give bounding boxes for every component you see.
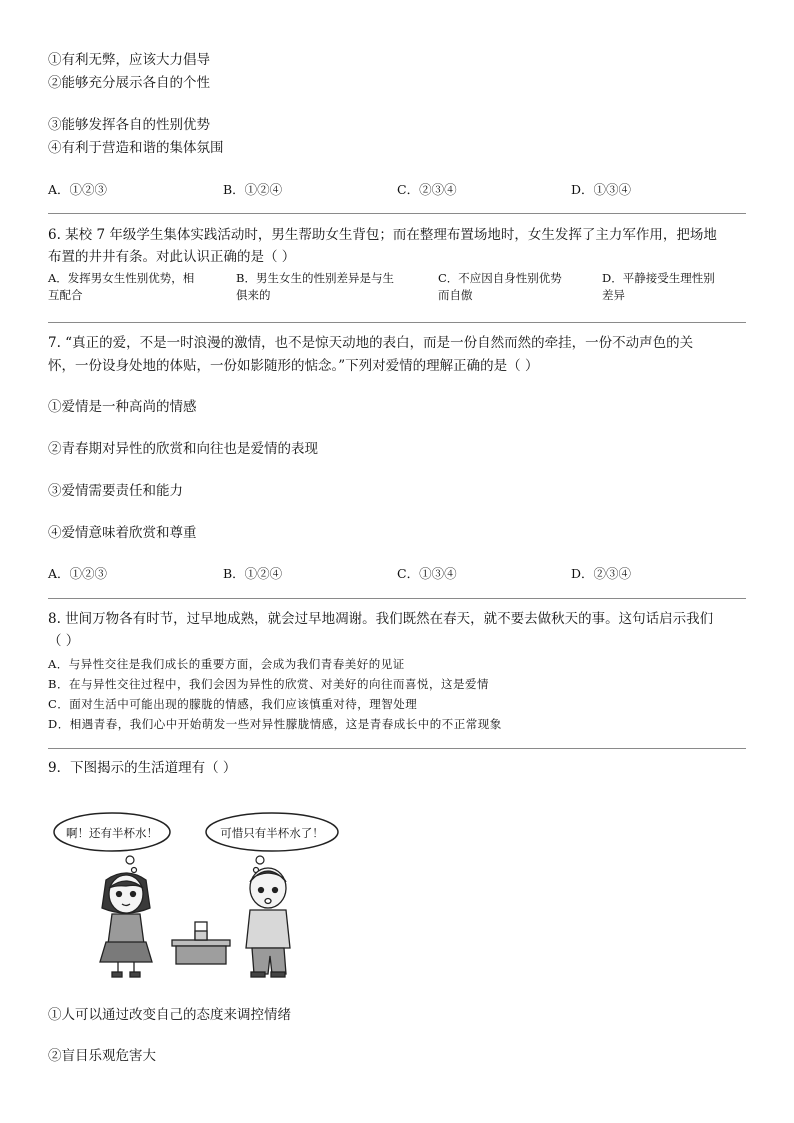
- q9-stem: 9．下图揭示的生活道理有（ ）: [48, 760, 237, 776]
- q5-statement-3: ③能够发挥各自的性别优势: [48, 117, 210, 133]
- divider: [48, 598, 746, 599]
- left-bubble-text: 啊！还有半杯水！: [66, 826, 158, 840]
- q6-option-d-line-2: 差异: [602, 288, 625, 302]
- q8-stem-line-2: （ ）: [48, 633, 80, 649]
- q7-stem-line-1: 7. “真正的爱，不是一时浪漫的激情，也不是惊天动地的表白，而是一份自然而然的牵挂，一份不动声色的关: [48, 335, 694, 351]
- q6-option-d-line-1: D．平静接受生理性别: [602, 271, 715, 285]
- q6-stem-line-1: 6. 某校 7 年级学生集体实践活动时，男生帮助女生背包；而在整理布置场地时，女生发挥了主力军作用，把场地: [48, 227, 717, 243]
- q6-option-d[interactable]: [602, 270, 752, 304]
- q7-statement-4: ④爱情意味着欣赏和尊重: [48, 525, 197, 541]
- q8-option-a[interactable]: A．与异性交往是我们成长的重要方面，会成为我们青春美好的见证: [48, 657, 405, 671]
- divider: [48, 322, 746, 323]
- q6-option-c-line-1: C．不应因自身性别优势: [438, 271, 562, 285]
- table-with-glass: [172, 922, 230, 964]
- divider: [48, 213, 746, 214]
- left-thought-bubble: [54, 813, 170, 873]
- q7-option-d[interactable]: D．②③④: [571, 566, 632, 581]
- q6-option-a-line-1: A．发挥男女生性别优势，相: [48, 271, 195, 285]
- q9-statement-2: ②盲目乐观危害大: [48, 1048, 156, 1064]
- q5-statement-2: ②能够充分展示各自的个性: [48, 75, 210, 91]
- q6-option-a-line-2: 互配合: [48, 288, 83, 302]
- q8-option-d[interactable]: D．相遇青春，我们心中开始萌发一些对异性朦胧情感，这是青春成长中的不正常现象: [48, 717, 502, 731]
- q8-option-c[interactable]: C．面对生活中可能出现的朦胧的情感，我们应该慎重对待，理智处理: [48, 697, 418, 711]
- q7-statement-1: ①爱情是一种高尚的情感: [48, 399, 197, 415]
- q6-option-c-line-2: 而自傲: [438, 288, 473, 302]
- q8-stem-line-1: 8. 世间万物各有时节，过早地成熟，就会过早地凋谢。我们既然在春天，就不要去做秋天的事。这句话启示我们: [48, 611, 714, 627]
- q5-option-b[interactable]: B．①②④: [223, 182, 283, 197]
- q7-option-a[interactable]: A．①②③: [48, 566, 108, 581]
- q5-statement-1: ①有利无弊，应该大力倡导: [48, 52, 210, 68]
- q7-option-b[interactable]: B．①②④: [223, 566, 283, 581]
- divider: [48, 748, 746, 749]
- girl-figure: [100, 873, 152, 977]
- q6-option-c[interactable]: [438, 270, 598, 304]
- q7-statement-2: ②青春期对异性的欣赏和向往也是爱情的表现: [48, 441, 318, 457]
- q5-option-c[interactable]: C．②③④: [397, 182, 457, 197]
- q7-statement-3: ③爱情需要责任和能力: [48, 483, 183, 499]
- q9-cartoon-illustration: [48, 802, 348, 982]
- q9-statement-1: ①人可以通过改变自己的态度来调控情绪: [48, 1007, 291, 1023]
- q5-option-d[interactable]: D．①③④: [571, 182, 632, 197]
- boy-figure: [246, 868, 290, 977]
- q6-option-b[interactable]: [236, 270, 436, 304]
- q5-option-a[interactable]: A．①②③: [48, 182, 108, 197]
- q7-option-c[interactable]: C．①③④: [397, 566, 457, 581]
- right-bubble-text: 可惜只有半杯水了！: [220, 826, 324, 840]
- q6-option-a[interactable]: [48, 270, 228, 304]
- q6-option-b-line-1: B．男生女生的性别差异是与生: [236, 271, 394, 285]
- q7-stem-line-2: 怀，一份设身处地的体贴，一份如影随形的惦念。”下列对爱情的理解正确的是（ ）: [48, 358, 539, 374]
- q6-stem-line-2: 布置的井井有条。对此认识正确的是（ ）: [48, 249, 296, 265]
- q5-statement-4: ④有利于营造和谐的集体氛围: [48, 140, 224, 156]
- right-thought-bubble: [206, 813, 338, 873]
- q6-option-b-line-2: 俱来的: [236, 288, 271, 302]
- q8-option-b[interactable]: B．在与异性交往过程中，我们会因为异性的欣赏、对美好的向往而喜悦，这是爱情: [48, 677, 489, 691]
